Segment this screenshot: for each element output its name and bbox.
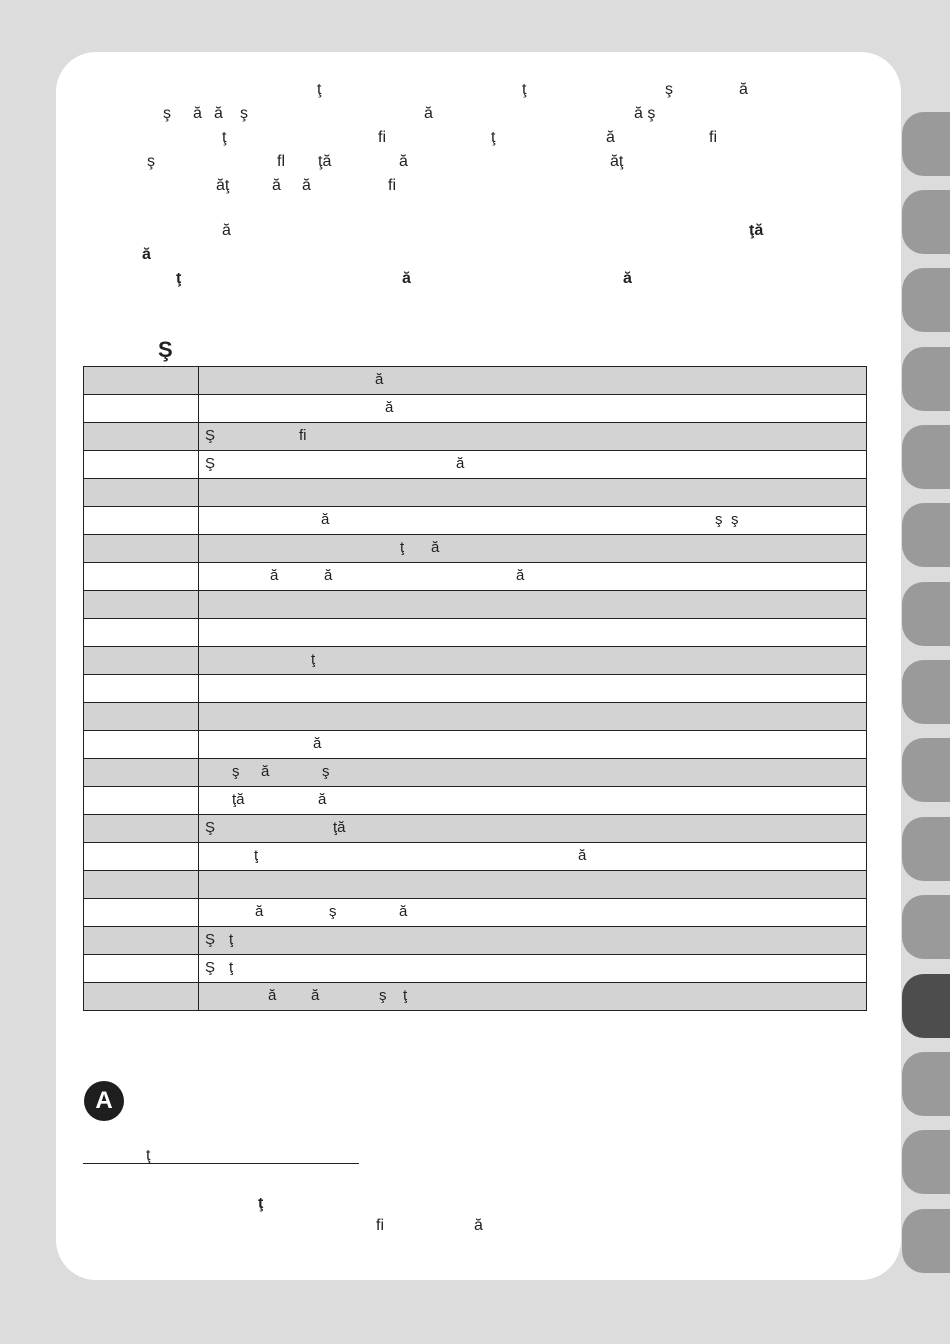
table-row: [84, 731, 867, 759]
cell-glyph: ţă: [232, 791, 245, 808]
glyph: ăţ: [610, 153, 624, 170]
glyph: ţ: [317, 81, 322, 98]
cell-glyph: ş: [322, 763, 330, 780]
side-tab[interactable]: [902, 1209, 950, 1273]
cell-glyph: ă: [578, 847, 587, 864]
side-tab[interactable]: [902, 190, 950, 254]
table-row: [84, 983, 867, 1011]
subheading-glyph: ţ: [146, 1147, 151, 1164]
glyph: ă: [272, 177, 281, 194]
side-tab[interactable]: [902, 112, 950, 176]
glyph: ş: [147, 153, 155, 170]
cell-glyph: ă: [456, 455, 465, 472]
glyph: ă: [142, 246, 151, 263]
glyph: ă: [399, 153, 408, 170]
table-row: [84, 703, 867, 731]
section-badge: A: [84, 1081, 124, 1121]
table-row: [84, 647, 867, 675]
glyph: ă: [222, 222, 231, 239]
table-row: [84, 479, 867, 507]
cell-glyph: ş: [329, 903, 337, 920]
cell-glyph: ş: [232, 763, 240, 780]
cell-glyph: ă: [516, 567, 525, 584]
side-tab[interactable]: [902, 895, 950, 959]
table-row: [84, 535, 867, 563]
glyph: ă: [606, 129, 615, 146]
table-row: [84, 843, 867, 871]
glyph: fi: [709, 129, 717, 146]
cell-glyph: ă: [375, 371, 384, 388]
cell-glyph: ă: [268, 987, 277, 1004]
glyph: ţă: [318, 153, 332, 170]
subheading-rule: [83, 1163, 359, 1164]
table-row: [84, 787, 867, 815]
spec-table: [83, 366, 867, 1011]
cell-glyph: ţ: [400, 539, 405, 556]
cell-glyph: fi: [299, 427, 307, 444]
cell-glyph: Ş: [205, 959, 216, 976]
glyph: ş: [163, 105, 171, 122]
table-row: [84, 927, 867, 955]
cell-glyph: ă: [311, 987, 320, 1004]
glyph: ţ: [522, 81, 527, 98]
table-row: [84, 815, 867, 843]
side-tab-active[interactable]: [902, 974, 950, 1038]
glyph: ţ: [258, 1195, 264, 1212]
glyph: ă: [623, 270, 632, 287]
side-tab[interactable]: [902, 738, 950, 802]
cell-glyph: ă: [313, 735, 322, 752]
table-row: [84, 871, 867, 899]
cell-glyph: ă: [321, 511, 330, 528]
side-tab[interactable]: [902, 1130, 950, 1194]
table-row: [84, 591, 867, 619]
side-tab[interactable]: [902, 660, 950, 724]
side-tab[interactable]: [902, 817, 950, 881]
glyph: fi: [388, 177, 396, 194]
glyph: ă: [739, 81, 748, 98]
cell-glyph: ă: [255, 903, 264, 920]
table-row: [84, 955, 867, 983]
side-tab[interactable]: [902, 268, 950, 332]
cell-glyph: ţă: [333, 819, 346, 836]
cell-glyph: ţ: [403, 987, 408, 1004]
cell-glyph: ţ: [229, 959, 234, 976]
glyph: fl: [277, 153, 285, 170]
table-row: [84, 395, 867, 423]
cell-glyph: ă: [318, 791, 327, 808]
glyph: ă: [474, 1217, 483, 1234]
side-tab[interactable]: [902, 503, 950, 567]
cell-glyph: ă: [261, 763, 270, 780]
glyph: ă: [193, 105, 202, 122]
cell-glyph: ţ: [311, 651, 316, 668]
side-tab[interactable]: [902, 1052, 950, 1116]
cell-glyph: Ş: [205, 427, 216, 444]
cell-glyph: Ş: [205, 931, 216, 948]
glyph: ş: [240, 105, 248, 122]
table-row: [84, 759, 867, 787]
glyph: ţă: [749, 222, 764, 239]
glyph: ă: [302, 177, 311, 194]
glyph: ă: [214, 105, 223, 122]
cell-glyph: Ş: [205, 455, 216, 472]
glyph: ş: [665, 81, 673, 98]
glyph: ţ: [222, 129, 227, 146]
cell-glyph: ţ: [254, 847, 259, 864]
glyph: ţ: [491, 129, 496, 146]
cell-glyph: ă: [324, 567, 333, 584]
cell-glyph: ă: [399, 903, 408, 920]
glyph: ăţ: [216, 177, 230, 194]
cell-glyph: ş: [379, 987, 387, 1004]
cell-glyph: ş: [715, 511, 723, 528]
table-row: [84, 451, 867, 479]
cell-glyph: ă: [431, 539, 440, 556]
cell-glyph: ă: [270, 567, 279, 584]
table-row: [84, 423, 867, 451]
side-tab[interactable]: [902, 425, 950, 489]
cell-glyph: Ş: [205, 819, 216, 836]
table-row: [84, 563, 867, 591]
side-tab[interactable]: [902, 347, 950, 411]
glyph: ă: [402, 270, 411, 287]
cell-glyph: ş: [731, 511, 739, 528]
glyph: ţ: [176, 270, 182, 287]
section-heading: Ş: [158, 337, 173, 362]
glyph: fi: [378, 129, 386, 146]
cell-glyph: ţ: [229, 931, 234, 948]
glyph: ă: [424, 105, 433, 122]
table-row: [84, 619, 867, 647]
glyph: fi: [376, 1217, 384, 1234]
cell-glyph: ă: [385, 399, 394, 416]
table-row: [84, 675, 867, 703]
table-row: [84, 899, 867, 927]
glyph: ă ş: [634, 105, 656, 122]
table-row: [84, 507, 867, 535]
side-tab[interactable]: [902, 582, 950, 646]
table-row: [84, 367, 867, 395]
